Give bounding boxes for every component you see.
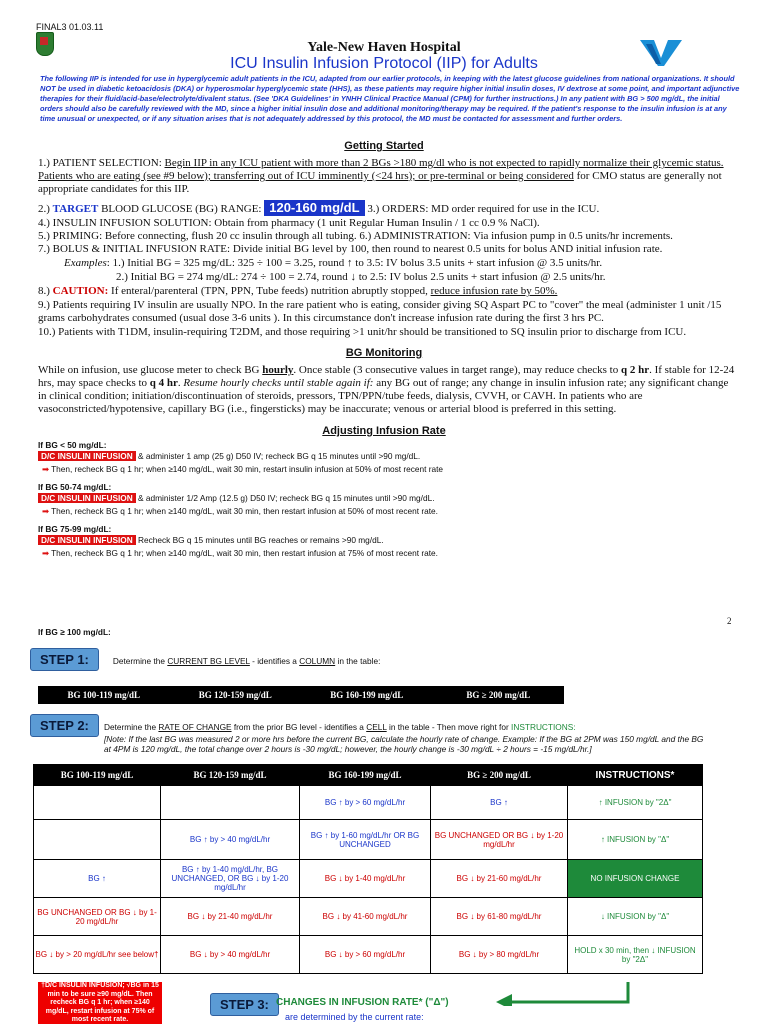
- step1-badge: STEP 1:: [30, 648, 99, 671]
- caution-label: CAUTION:: [52, 285, 109, 297]
- table-cell: BG ↑: [431, 786, 568, 820]
- green-arrow-icon: [492, 982, 632, 1006]
- page-title: ICU Insulin Infusion Protocol (IIP) for Adults: [230, 55, 538, 72]
- example-1-text: : 1.) Initial BG = 325 mg/dL: 325 ÷ 100 = 3.25, round ↑ to 3.5: IV bolus 3.5 units + start infusion @ 3.5 units/hr.: [106, 257, 603, 269]
- step2-badge: STEP 2:: [30, 714, 99, 737]
- table-column-header: BG ≥ 200 mg/dL: [431, 765, 568, 786]
- case1-then: Then, recheck BG q 1 hr; when ≥140 mg/dL, wait 30 min, restart insulin infusion at 50% of most recent rate: [51, 464, 444, 474]
- step1-t1: Determine the: [112, 656, 168, 666]
- table-cell: BG ↑ by > 60 mg/dL/hr: [300, 786, 431, 820]
- column-header: BG 120-159 mg/dL: [198, 690, 272, 700]
- step3-badge: STEP 3:: [210, 993, 279, 1016]
- dc-footnote-box: †D/C INSULIN INFUSION; √BG in 15 min to be sure ≥90 mg/dL. Then recheck BG q 1 hr; when ≥140 mg/dL, restart infusion at 75% of most recent rate.: [38, 982, 162, 1024]
- adjusting-heading: Adjusting Infusion Rate: [322, 425, 446, 437]
- p4-solution: 4.) INSULIN INFUSION SOLUTION: Obtain from pharmacy (1 unit Regular Human Insulin / 1 cc 0.9 % NaCl).: [38, 217, 540, 229]
- step1-t3: in the table:: [335, 656, 381, 666]
- case2-heading: If BG 50-74 mg/dL:: [38, 482, 112, 492]
- mon-t2: . Once stable (3 consecutive values in target range), may reduce checks to: [293, 364, 621, 376]
- mon-q4: q 4 hr: [149, 377, 178, 389]
- p3-orders: 3.) ORDERS: MD order required for use in the ICU.: [364, 203, 600, 215]
- right-arrow-icon: ➡: [42, 506, 49, 516]
- p5-priming: 5.) PRIMING: Before connecting, flush 20 cc insulin through all tubing. 6.) ADMINISTRATION: Via infusion pump in 0.5 units/hr increments.: [38, 230, 673, 242]
- step3-determined: are determined by the current rate:: [285, 1012, 424, 1022]
- step1-text: [113, 656, 381, 666]
- mon-q2: q 2 hr: [620, 364, 650, 376]
- page-number: 2: [727, 616, 732, 626]
- step1-t2: - identifies a: [249, 656, 300, 666]
- step2-instr: INSTRUCTIONS:: [511, 722, 576, 732]
- table-cell: BG UNCHANGED OR BG ↓ by 1-20 mg/dL/hr: [34, 898, 161, 936]
- mon-resume: Resume hourly checks until stable again if:: [183, 377, 374, 389]
- p2-label: 2.): [38, 203, 53, 215]
- table-cell: BG ↑ by 1-40 mg/dL/hr, BG UNCHANGED, OR BG ↓ by 1-20 mg/dL/hr: [161, 860, 300, 898]
- table-cell: BG ↑ by 1-60 mg/dL/hr OR BG UNCHANGED: [300, 820, 431, 860]
- case3-text: Recheck BG q 15 minutes until BG reaches or remains >90 mg/dL.: [135, 535, 384, 545]
- case2-text: & administer 1/2 Amp (12.5 g) D50 IV; recheck BG q 15 minutes until >90 mg/dL.: [135, 493, 435, 503]
- table-row: [34, 936, 703, 974]
- examples-label: Examples: [64, 257, 107, 269]
- intro-paragraph: The following IIP is intended for use in hyperglycemic adult patients in the ICU, adapted from our earlier protocols, in keeping with the latest glucose guidelines from national organizations. It should NOT be used in diabetic ketoacidosis (DKA) or hyperosmolar hyperglycemic state (HHS), as these patients may require higher initial insulin doses, IV dextrose at some point, and important adjunctive therapies for their fluid/acid-base/electrolyte/divalent status. (See 'DKA Guidelines' in YNHH Clinical Practice Manual (CPM) for further instructions.) In any patient with BG > 500 mg/dL, the initial orders should also be carefully reviewed with the MD, since a higher initial insulin dose and additional monitoring/therapy may be required. If the patient's response to the insulin infusion is at any time unusual or unexpected, or if any situation arises that is not adequately addressed by this protocol, the MD must be contacted for assessment and further orders.: [40, 74, 740, 123]
- column-header-bar: [38, 686, 564, 704]
- instructions-header: INSTRUCTIONS*: [568, 765, 703, 786]
- mon-t5: any BG out of range; any change in insulin infusion rate; any significant change in clinical condition; initiation/discontinuation of steroids, pressors, TPN/PPN/tube feeds, dialysis, CVVH, or CAVH. In patients who are vasoconstricted/hypotensive, capillary BG (i.e., fingersticks) may be inaccurate; venous or arterial blood is preferred in this setting.: [38, 377, 729, 415]
- table-cell: [161, 786, 300, 820]
- case2-line: [38, 493, 435, 503]
- p1-label: 1.) PATIENT SELECTION:: [38, 157, 165, 169]
- table-row: [34, 820, 703, 860]
- table-cell: BG ↓ by > 20 mg/dL/hr see below†: [34, 936, 161, 974]
- table-cell: BG UNCHANGED OR BG ↓ by 1-20 mg/dL/hr: [431, 820, 568, 860]
- p2-target: TARGET: [52, 203, 99, 215]
- table-cell: [34, 820, 161, 860]
- case2-then: Then, recheck BG q 1 hr; when ≥140 mg/dL, wait 30 min, then restart infusion at 50% of most recent rate.: [51, 506, 438, 516]
- table-row: [34, 860, 703, 898]
- document-code: FINAL3 01.03.11: [36, 22, 104, 32]
- table-cell: BG ↓ by > 60 mg/dL/hr: [300, 936, 431, 974]
- mon-t1: While on infusion, use glucose meter to check BG: [38, 364, 263, 376]
- infusion-table: [33, 764, 703, 974]
- dc-infusion-tag: D/C INSULIN INFUSION: [38, 493, 136, 503]
- table-cell: [34, 786, 161, 820]
- table-column-header: BG 160-199 mg/dL: [300, 765, 431, 786]
- case1-text: & administer 1 amp (25 g) D50 IV; recheck BG q 15 minutes until >90 mg/dL.: [135, 451, 421, 461]
- instruction-cell: HOLD x 30 min, then ↓ INFUSION by "2Δ": [568, 936, 703, 974]
- step2-row: [30, 714, 99, 737]
- case1-heading: If BG < 50 mg/dL:: [38, 440, 107, 450]
- mon-hourly: hourly: [262, 364, 294, 376]
- p1-underlined: Begin IIP in any ICU patient with more than 2 BGs >180 mg/dl who is not expected to rapidly normalize their glycemic status. Patients who are eating (see #9 below); transferring out of ICU imminently (<24 hrs); or pre-terminal or being considered: [38, 157, 724, 182]
- bg-monitoring-text: [38, 364, 738, 416]
- instruction-cell: ↑ INFUSION by "Δ": [568, 820, 703, 860]
- column-header: BG 100-119 mg/dL: [67, 690, 140, 700]
- table-cell: BG ↓ by > 80 mg/dL/hr: [431, 936, 568, 974]
- step2-u2: CELL: [366, 722, 387, 732]
- example-1: [64, 257, 744, 270]
- column-header: BG ≥ 200 mg/dL: [466, 690, 531, 700]
- instruction-cell: ↓ INFUSION by "Δ": [568, 898, 703, 936]
- table-cell: BG ↓ by > 40 mg/dL/hr: [161, 936, 300, 974]
- case3-then: Then, recheck BG q 1 hr; when ≥140 mg/dL, wait 30 min, then restart infusion at 75% of most recent rate.: [51, 548, 438, 558]
- case3-line: [38, 535, 384, 545]
- p9-npo: 9.) Patients requiring IV insulin are usually NPO. In the rare patient who is eating, consider giving SQ Aspart PC to "cover" the meal (administer 1 unit /15 grams carbohydrates consumed (usual dose 3-6 units ). In this circumstance don't increase infusion rate during the first 3 hrs PC.: [38, 299, 722, 324]
- case3-heading: If BG 75-99 mg/dL:: [38, 524, 112, 534]
- p8-underlined: reduce infusion rate by 50%.: [430, 285, 558, 297]
- right-arrow-icon: ➡: [42, 548, 49, 558]
- table-column-header: BG 100-119 mg/dL: [34, 765, 161, 786]
- instruction-cell: NO INFUSION CHANGE: [568, 860, 703, 898]
- target-range: [38, 200, 738, 216]
- bg-monitoring-heading: BG Monitoring: [345, 347, 423, 359]
- p7-bolus: 7.) BOLUS & INITIAL INFUSION RATE: Divide initial BG level by 100, then round to nearest 0.5 units for bolus AND initial infusion rate.: [38, 243, 663, 255]
- table-cell: BG ↓ by 21-40 mg/dL/hr: [161, 898, 300, 936]
- mon-t3: . If stable for 12-24 hrs, may space checks to: [38, 364, 735, 389]
- step2-t2: from the prior BG level - identifies a: [231, 722, 367, 732]
- case3-then-line: [42, 548, 438, 558]
- table-cell: BG ↓ by 1-40 mg/dL/hr: [300, 860, 431, 898]
- table-cell: BG ↓ by 61-80 mg/dL/hr: [431, 898, 568, 936]
- table-column-header: BG 120-159 mg/dL: [161, 765, 300, 786]
- hospital-name: Yale-New Haven Hospital: [307, 40, 461, 55]
- p1-end: for CMO status are generally not appropriate candidates for this IIP.: [38, 170, 722, 195]
- table-cell: BG ↓ by 21-60 mg/dL/hr: [431, 860, 568, 898]
- table-row: [34, 786, 703, 820]
- p8-text: If enteral/parenteral (TPN, PPN, Tube feeds) nutrition abruptly stopped,: [108, 285, 431, 297]
- example-2: 2.) Initial BG = 274 mg/dL: 274 ÷ 100 = 2.74, round ↓ to 2.5: IV bolus 2.5 units + start infusion @ 2.5 units/hr.: [116, 271, 606, 283]
- dc-infusion-tag: D/C INSULIN INFUSION: [38, 451, 136, 461]
- step2-note: [Note: If the last BG was measured 2 or more hrs before the current BG, calculate the hourly rate of change. Example: If the BG at 2PM was 150 mg/dL and the BG at 4PM is 120 mg/dL, the total change over 2 hours is -30 mg/dL; however, the hourly change is -30 mg/dL ÷ 2 hours = -15 mg/dL/hr.]: [104, 734, 704, 754]
- p8-label: 8.): [38, 285, 53, 297]
- p2-text: BLOOD GLUCOSE (BG) RANGE:: [98, 203, 265, 215]
- table-row: [34, 898, 703, 936]
- p10-transition: 10.) Patients with T1DM, insulin-requiring T2DM, and those requiring >1 unit/hr should be transitioned to SQ insulin prior to discharge from ICU.: [38, 326, 687, 338]
- getting-started-heading: Getting Started: [344, 140, 424, 152]
- bg-above-100-heading: If BG ≥ 100 mg/dL:: [38, 627, 111, 637]
- step1-row: [30, 648, 380, 671]
- right-arrow-icon: ➡: [42, 464, 49, 474]
- step2-u1: RATE OF CHANGE: [158, 722, 232, 732]
- column-header: BG 160-199 mg/dL: [330, 690, 404, 700]
- dc-infusion-tag: D/C INSULIN INFUSION: [38, 535, 136, 545]
- step3-changes: CHANGES IN INFUSION RATE* ("Δ"): [276, 997, 449, 1008]
- case2-then-line: [42, 506, 438, 516]
- step2-t1: Determine the: [104, 722, 159, 732]
- step2-t3: in the table - Then move right for: [386, 722, 512, 732]
- target-range-badge: 120-160 mg/dL: [264, 200, 364, 216]
- case1-line: [38, 451, 420, 461]
- table-cell: BG ↓ by 41-60 mg/dL/hr: [300, 898, 431, 936]
- step2-text: [104, 722, 704, 732]
- step1-u2: COLUMN: [299, 656, 336, 666]
- p8-caution: [38, 285, 738, 298]
- instruction-cell: ↑ INFUSION by "2Δ": [568, 786, 703, 820]
- step1-u1: CURRENT BG LEVEL: [167, 656, 250, 666]
- table-cell: BG ↑: [34, 860, 161, 898]
- table-cell: BG ↑ by > 40 mg/dL/hr: [161, 820, 300, 860]
- step3-row: [210, 993, 279, 1016]
- mon-t4: .: [177, 377, 184, 389]
- case1-then-line: [42, 464, 443, 474]
- patient-selection: [38, 157, 738, 196]
